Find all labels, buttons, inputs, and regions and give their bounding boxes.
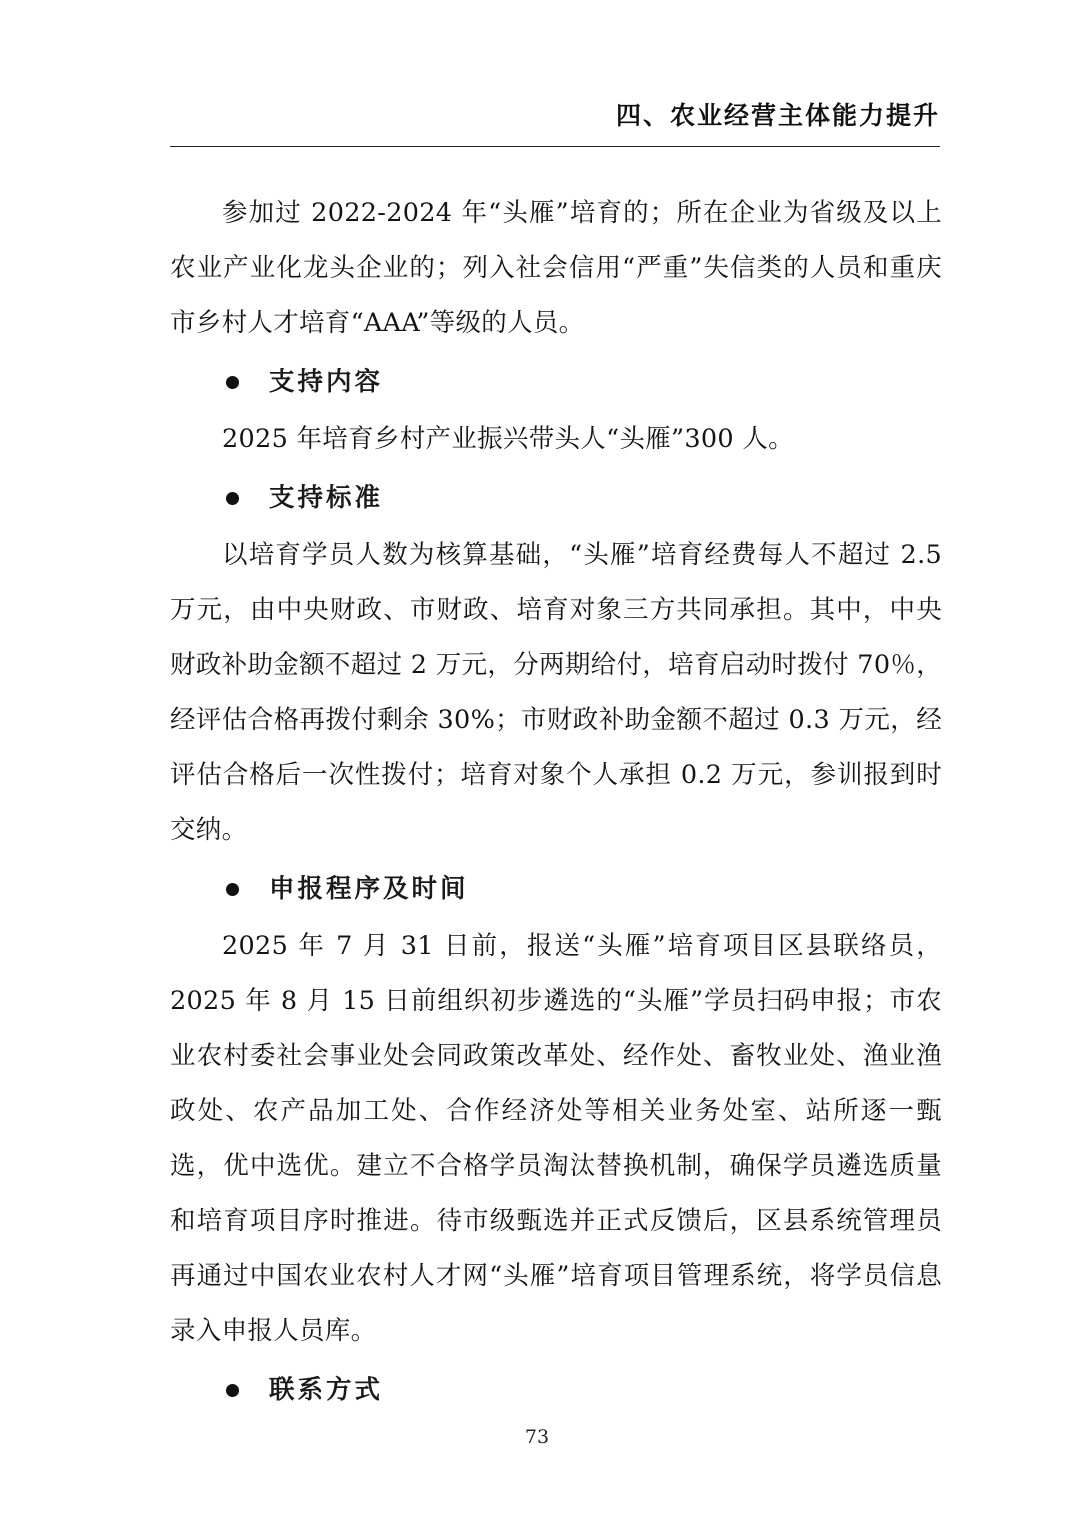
bullet-dot-icon bbox=[226, 1384, 239, 1397]
section-heading-support-standard bbox=[170, 471, 942, 526]
paragraph-intro: 参加过 2022-2024 年“头雁”培育的；所在企业为省级及以上农业产业化龙头企业的；列入社会信用“严重”失信类的人员和重庆市乡村人才培育“AAA”等级的人员。 bbox=[170, 198, 942, 338]
bullet-dot-icon bbox=[226, 492, 239, 505]
bullet-dot-icon bbox=[226, 883, 239, 896]
section-heading-procedure bbox=[170, 862, 942, 917]
page-header-title: 四、农业经营主体能力提升 bbox=[615, 101, 940, 130]
section-heading-support-content bbox=[170, 355, 942, 410]
paragraph-support-standard: 以培育学员人数为核算基础，“头雁”培育经费每人不超过 2.5 万元，由中央财政、市财政、培育对象三方共同承担。其中，中央财政补助金额不超过 2 万元，分两期给付，培育启动时拨付 70％，经评估合格再拨付剩余 30%；市财政补助金额不超过 0.3 万元，经评估合格后一次性拨付；培育对象个人承担 0.2 万元，参训报到时交纳。 bbox=[170, 540, 942, 845]
section-heading-support-content-label: 支持内容 bbox=[269, 367, 384, 397]
section-heading-contact bbox=[170, 1363, 942, 1418]
bullet-dot-icon bbox=[226, 376, 239, 389]
paragraph-support-content: 2025 年培育乡村产业振兴带头人“头雁”300 人。 bbox=[222, 424, 794, 454]
page-content bbox=[170, 186, 942, 1420]
section-heading-procedure-label: 申报程序及时间 bbox=[269, 874, 469, 904]
paragraph-procedure: 2025 年 7 月 31 日前，报送“头雁”培育项目区县联络员，2025 年 8 月 15 日前组织初步遴选的“头雁”学员扫码申报；市农业农村委社会事业处会同政策改革处、经作处、畜牧业处、渔业渔政处、农产品加工处、合作经济处等相关业务处室、站所逐一甄选，优中选优。建立不合格学员淘汰替换机制，确保学员遴选质量和培育项目序时推进。待市级甄选并正式反馈后，区县系统管理员再通过中国农业农村人才网“头雁”培育项目管理系统，将学员信息录入申报人员库。 bbox=[170, 931, 942, 1346]
section-heading-support-standard-label: 支持标准 bbox=[269, 483, 384, 513]
section-heading-contact-label: 联系方式 bbox=[269, 1375, 384, 1405]
page-number: 73 bbox=[524, 1426, 550, 1448]
header-divider bbox=[170, 146, 940, 147]
